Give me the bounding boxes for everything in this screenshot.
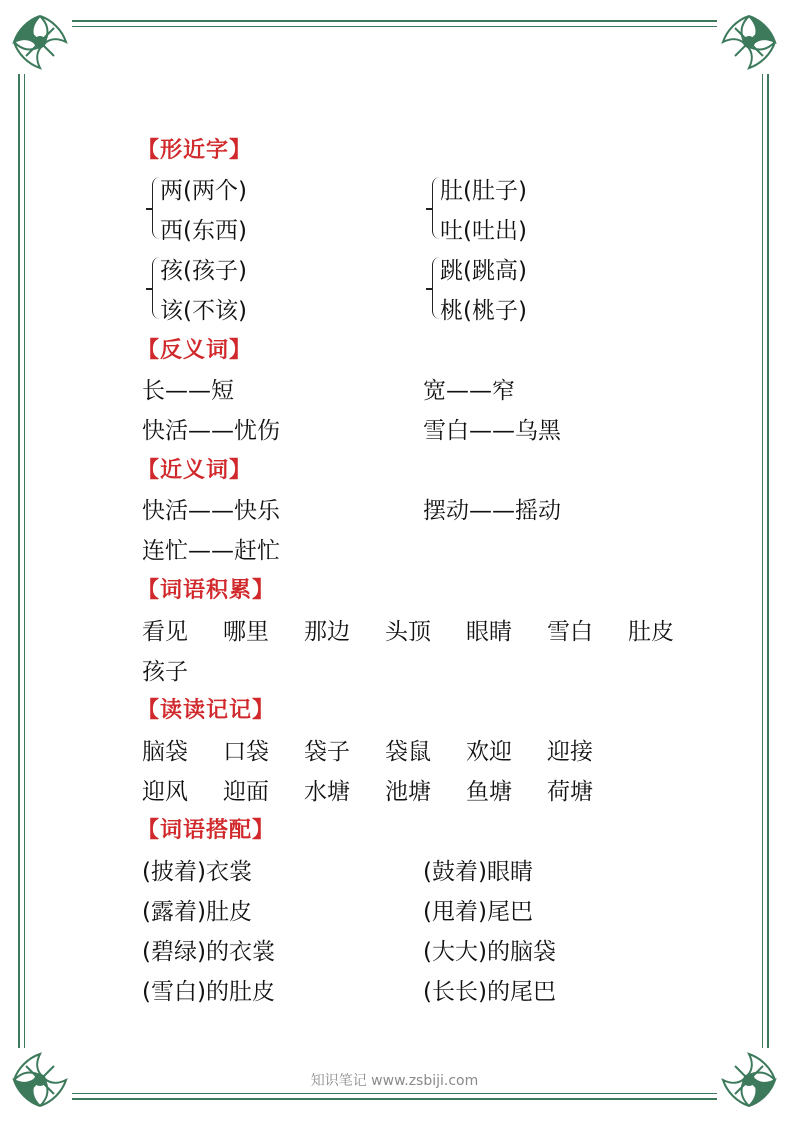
word-item: 迎面 <box>223 779 269 805</box>
word-item: 头顶 <box>385 619 431 645</box>
similar-char-item: 桃(桃子) <box>440 298 527 324</box>
corner-ornament-icon <box>8 10 72 74</box>
footer-watermark: 知识笔记 www.zsbiji.com <box>310 1073 479 1089</box>
collocation-item: (露着)肚皮 <box>142 899 252 925</box>
antonym-item: 雪白——乌黑 <box>423 418 561 444</box>
word-item: 迎风 <box>142 779 188 805</box>
antonym-item: 宽——窄 <box>423 378 515 404</box>
word-item: 肚皮 <box>628 619 674 645</box>
word-item: 看见 <box>142 619 188 645</box>
word-item: 眼睛 <box>466 619 512 645</box>
word-item: 脑袋 <box>142 739 188 765</box>
similar-char-item: 吐(吐出) <box>440 218 527 244</box>
word-item: 雪白 <box>547 619 593 645</box>
antonym-item: 快活——忧伤 <box>142 418 280 444</box>
word-item: 袋子 <box>304 739 350 765</box>
collocation-item: (甩着)尾巴 <box>423 899 533 925</box>
word-item: 池塘 <box>385 779 431 805</box>
section-heading-ciyujilei: 【词语积累】 <box>137 578 276 603</box>
word-item: 迎接 <box>547 739 593 765</box>
similar-char-item: 跳(跳高) <box>440 258 527 284</box>
word-item: 荷塘 <box>547 779 593 805</box>
word-item: 哪里 <box>223 619 269 645</box>
page-border-inner <box>24 26 763 1094</box>
word-item: 欢迎 <box>466 739 512 765</box>
section-heading-fanyici: 【反义词】 <box>137 338 253 363</box>
collocation-item: (大大)的脑袋 <box>423 939 556 965</box>
collocation-item: (长长)的尾巴 <box>423 979 556 1005</box>
synonym-item: 摆动——摇动 <box>423 498 561 524</box>
word-item: 水塘 <box>304 779 350 805</box>
word-item: 袋鼠 <box>385 739 431 765</box>
corner-ornament-icon <box>717 10 781 74</box>
synonym-item: 快活——快乐 <box>142 498 280 524</box>
section-heading-dudujiji: 【读读记记】 <box>137 698 276 723</box>
similar-char-item: 孩(孩子) <box>160 258 247 284</box>
word-item: 孩子 <box>142 659 188 685</box>
word-item: 口袋 <box>223 739 269 765</box>
section-heading-xingjinzi: 【形近字】 <box>137 138 253 163</box>
section-heading-ciyudapei: 【词语搭配】 <box>137 818 276 843</box>
similar-char-item: 两(两个) <box>160 178 247 204</box>
similar-char-item: 该(不该) <box>160 298 247 324</box>
word-item: 鱼塘 <box>466 779 512 805</box>
collocation-item: (披着)衣裳 <box>142 859 252 885</box>
similar-char-item: 西(东西) <box>160 218 247 244</box>
section-heading-jinyici: 【近义词】 <box>137 458 253 483</box>
collocation-item: (雪白)的肚皮 <box>142 979 275 1005</box>
collocation-item: (碧绿)的衣裳 <box>142 939 275 965</box>
word-item: 那边 <box>304 619 350 645</box>
antonym-item: 长——短 <box>142 378 234 404</box>
collocation-item: (鼓着)眼睛 <box>423 859 533 885</box>
synonym-item: 连忙——赶忙 <box>142 538 280 564</box>
similar-char-item: 肚(肚子) <box>440 178 527 204</box>
